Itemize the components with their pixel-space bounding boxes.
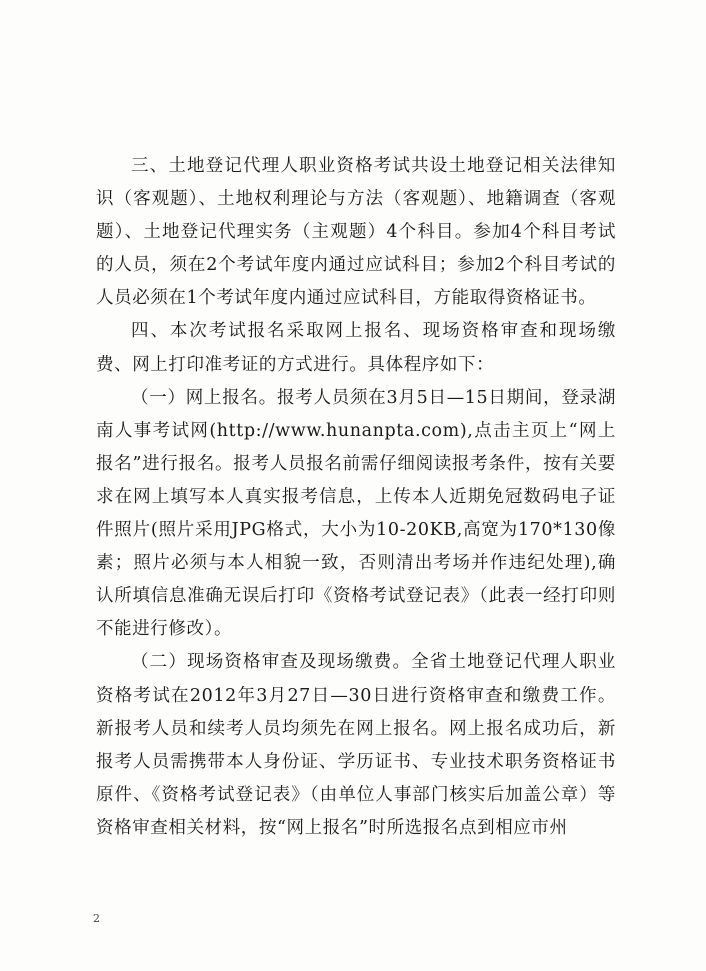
paragraph-online-registration: （一）网上报名。报考人员须在3月5日—15日期间，登录湖南人事考试网(http://www.hunanpta.com),点击主页上“网上报名”进行报名。报考人员报名前需仔细阅读报考条件，按有关要求在网上填写本人真实报考信息，上传本人近期免冠数码电子证件照片(照片采用JPG格式，大小为10-20KB,高宽为170*130像素；照片必须与本人相貌一致，否则清出考场并作违纪处理),确认所填信息准确无误后打印《资格考试登记表》（此表一经打印则不能进行修改）。 [96, 387, 616, 640]
page-number: 2 [93, 912, 100, 925]
paragraph-registration-method: 四、本次考试报名采取网上报名、现场资格审查和现场缴费、网上打印准考证的方式进行。具体程序如下： [96, 321, 616, 375]
document-body [96, 150, 616, 845]
paragraph-exam-subjects: 三、土地登记代理人职业资格考试共设土地登记相关法律知识（客观题）、土地权利理论与方法（客观题）、地籍调查（客观题）、土地登记代理实务（主观题）4个科目。参加4个科目考试的人员，须在2个考试年度内通过应试科目；参加2个科目考试的人员必须在1个考试年度内通过应试科目，方能取得资格证书。 [96, 156, 616, 309]
paragraph-onsite-review: （二）现场资格审查及现场缴费。全省土地登记代理人职业资格考试在2012年3月27日—30日进行资格审查和缴费工作。新报考人员和续考人员均须先在网上报名。网上报名成功后，新报考人员需携带本人身份证、学历证书、专业技术职务资格证书原件、《资格考试登记表》（由单位人事部门核实后加盖公章）等资格审查相关材料，按“网上报名”时所选报名点到相应市州 [96, 652, 616, 838]
